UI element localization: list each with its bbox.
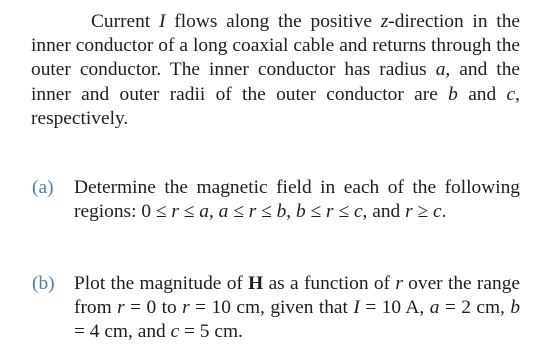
text-run: , and the inner and outer radii of the outer conductor are bbox=[31, 59, 520, 105]
vector-symbol: H bbox=[248, 273, 264, 294]
math-variable: r bbox=[117, 297, 125, 319]
part-a bbox=[32, 176, 520, 224]
text-run: ≥ bbox=[412, 201, 433, 223]
text-run: ≤ bbox=[228, 201, 249, 223]
math-variable: b bbox=[296, 201, 306, 223]
text-run: , respectively. bbox=[31, 83, 521, 129]
text-run: ≤ bbox=[305, 201, 327, 223]
text-run: = 5 cm. bbox=[179, 321, 243, 343]
math-variable: a bbox=[429, 297, 440, 319]
math-variable: a bbox=[218, 201, 229, 223]
text-run: Plot the magnitude of bbox=[74, 273, 249, 294]
text-run: over the range from bbox=[74, 273, 520, 319]
math-variable: a bbox=[435, 59, 446, 81]
text-run: and bbox=[457, 83, 507, 105]
math-variable: r bbox=[405, 201, 413, 223]
math-variable: r bbox=[182, 297, 190, 319]
math-variable: b bbox=[276, 201, 287, 223]
part-a-text bbox=[74, 176, 520, 224]
text-run: as a function of bbox=[263, 273, 396, 294]
text-run: Current bbox=[91, 11, 160, 32]
text-run: , bbox=[208, 201, 219, 223]
math-variable: a bbox=[199, 201, 209, 223]
text-run: = 10 A, bbox=[359, 297, 430, 319]
text-run: flows along the positive bbox=[165, 11, 381, 32]
text-run: , bbox=[286, 201, 296, 223]
math-variable: I bbox=[353, 297, 360, 319]
math-variable: c bbox=[432, 201, 442, 223]
part-b-label: (b) bbox=[32, 273, 55, 294]
math-variable: r bbox=[326, 201, 334, 223]
text-run: = 4 cm, and bbox=[74, 321, 171, 343]
text-run: -direction in the inner conductor of a long coaxial cable and returns through the outer conductor. The inner conductor has radius bbox=[31, 11, 520, 81]
math-variable: b bbox=[448, 83, 458, 105]
math-variable: I bbox=[159, 11, 166, 32]
text-run: , and bbox=[362, 201, 406, 223]
part-b-text bbox=[74, 272, 520, 345]
part-b bbox=[32, 272, 520, 345]
math-variable: r bbox=[395, 273, 403, 294]
math-variable: r bbox=[248, 201, 257, 223]
problem-intro bbox=[31, 10, 520, 131]
math-variable: b bbox=[510, 297, 521, 319]
text-run: = 0 to bbox=[124, 297, 183, 319]
math-variable: r bbox=[171, 201, 179, 223]
text-run: ≤ bbox=[256, 201, 277, 223]
text-run: = 2 cm, bbox=[439, 297, 511, 319]
text-run: Determine the magnetic field in each of the following regions: 0 ≤ bbox=[74, 177, 520, 223]
text-run: = 10 cm, given that bbox=[189, 297, 354, 319]
math-variable: z bbox=[380, 11, 389, 32]
math-variable: c bbox=[506, 83, 516, 105]
part-a-label: (a) bbox=[32, 177, 54, 198]
text-run: . bbox=[441, 201, 447, 223]
text-run: ≤ bbox=[178, 201, 200, 223]
math-variable: c bbox=[170, 321, 180, 343]
math-variable: c bbox=[353, 201, 363, 223]
text-run: ≤ bbox=[333, 201, 354, 223]
